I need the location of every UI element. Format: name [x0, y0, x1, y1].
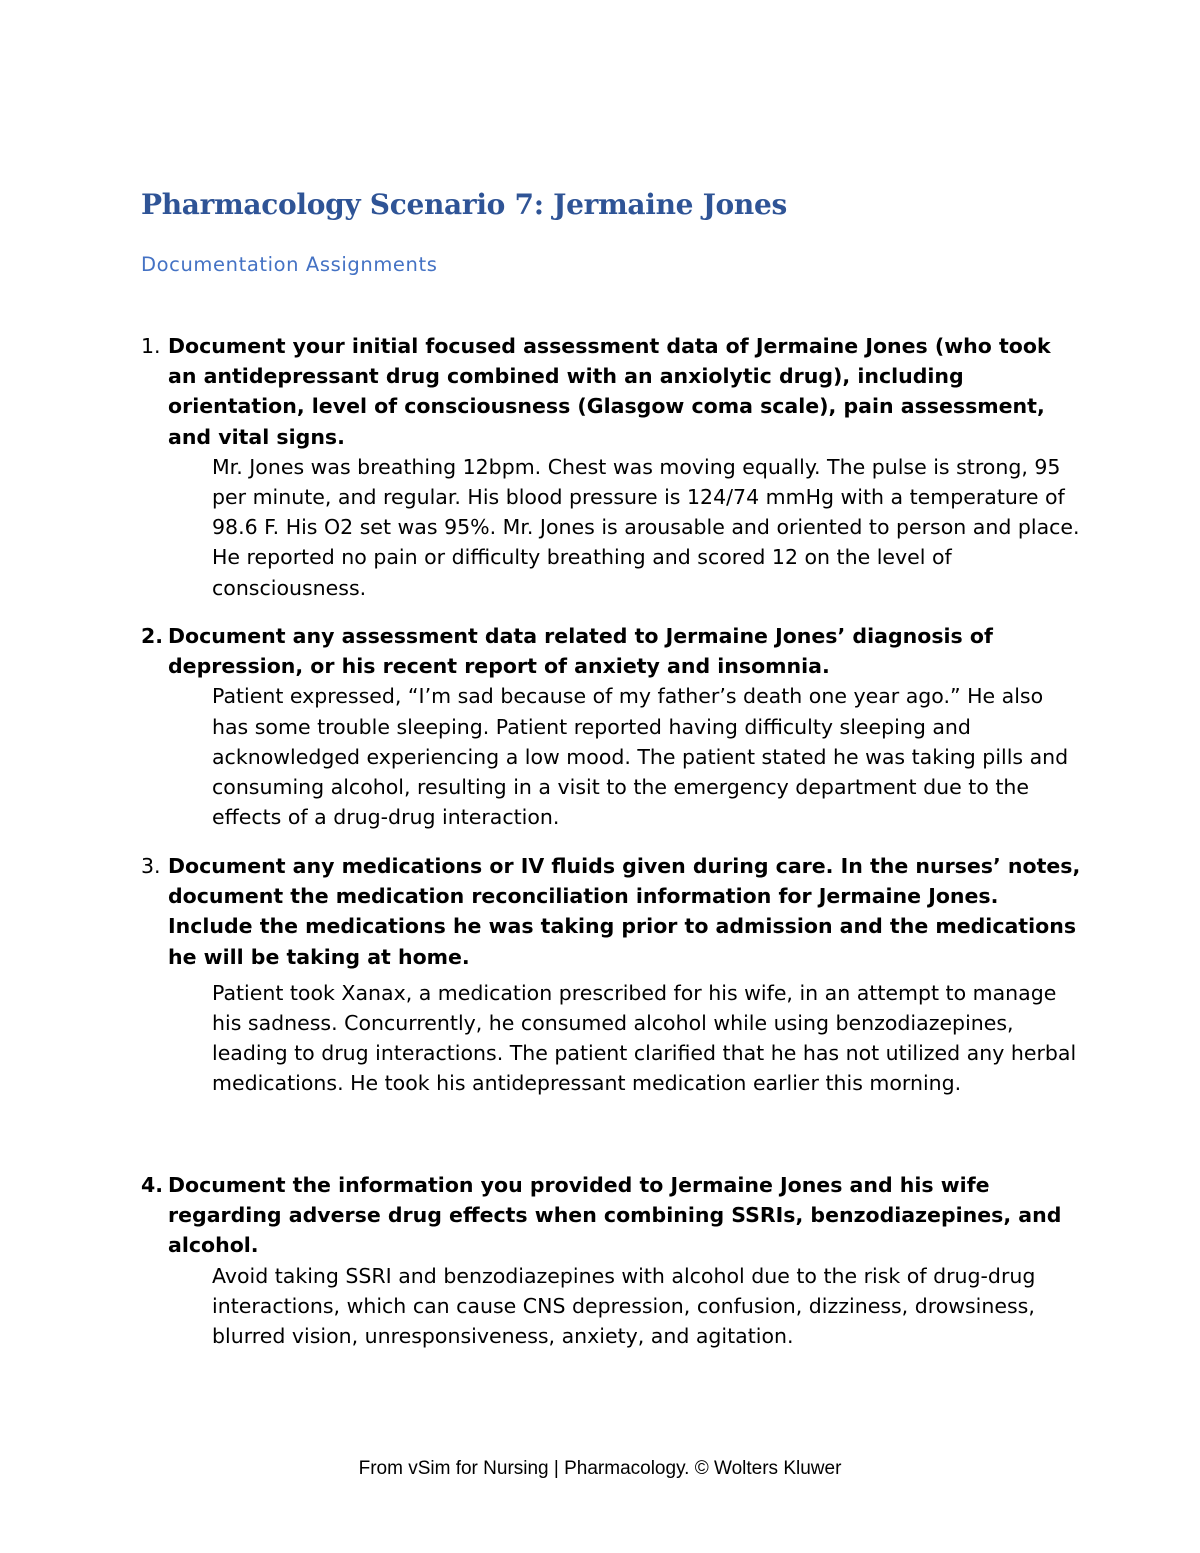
document-subtitle: Documentation Assignments: [141, 253, 438, 276]
assignment-item-1: [141, 331, 1081, 603]
item-number-4: 4.: [141, 1173, 164, 1197]
assignment-answer-4: Avoid taking SSRI and benzodiazepines with alcohol due to the risk of drug-drug interactions, which can cause CNS depression, confusion, dizziness, drowsiness, blurred vision, unresponsiveness, anxiety, and agitation.: [212, 1263, 1036, 1349]
assignment-item-3: [141, 851, 1081, 1099]
assignment-question-2: [141, 621, 1081, 681]
assignment-question-4: [141, 1170, 1081, 1261]
assignment-item-4: [141, 1170, 1081, 1351]
item-number-2: 2.: [141, 624, 164, 648]
assignment-answer-1: Mr. Jones was breathing 12bpm. Chest was moving equally. The pulse is strong, 95 per minute, and regular. His blood pressure is 124/74 mmHg with a temperature of 98.6 F. His O2 set was 95%. Mr. Jones is arousable and oriented to person and place. He reported no pain or difficulty breathing and scored 12 on the level of consciousness.: [212, 454, 1080, 600]
assignment-item-2: [141, 621, 1081, 832]
item-number-3: 3.: [141, 854, 161, 878]
question-text-3: Document any medications or IV fluids given during care. In the nurses’ notes, document the medication reconciliation information for Jermaine Jones. Include the medications he was taking prior to admission and the medications he will be taking at home.: [168, 854, 1081, 969]
page-footer: From vSim for Nursing | Pharmacology. © Wolters Kluwer: [358, 1458, 842, 1479]
question-text-4: Document the information you provided to Jermaine Jones and his wife regarding adverse drug effects when combining SSRIs, benzodiazepines, and alcohol.: [168, 1173, 1062, 1258]
item-number-1: 1.: [141, 334, 161, 358]
assignment-answer-3: Patient took Xanax, a medication prescribed for his wife, in an attempt to manage his sadness. Concurrently, he consumed alcohol while using benzodiazepines, leading to drug interactions. The patient clarified that he has not utilized any herbal medications. He took his antidepressant medication earlier this morning.: [212, 980, 1077, 1096]
assignment-answer-2: Patient expressed, “I’m sad because of my father’s death one year ago.” He also has some trouble sleeping. Patient reported having difficulty sleeping and acknowledged experiencing a low mood. The patient stated he was taking pills and consuming alcohol, resulting in a visit to the emergency department due to the effects of a drug-drug interaction.: [212, 684, 1069, 830]
assignment-question-3: [141, 851, 1081, 972]
assignment-question-1: [141, 331, 1081, 452]
question-text-1: Document your initial focused assessment data of Jermaine Jones (who took an antidepressant drug combined with an anxiolytic drug), including orientation, level of consciousness (Glasgow coma scale), pain assessment, and vital signs.: [168, 334, 1051, 449]
question-text-2: Document any assessment data related to Jermaine Jones’ diagnosis of depression, or his recent report of anxiety and insomnia.: [168, 624, 993, 679]
document-title: Pharmacology Scenario 7: Jermaine Jones: [141, 188, 787, 221]
